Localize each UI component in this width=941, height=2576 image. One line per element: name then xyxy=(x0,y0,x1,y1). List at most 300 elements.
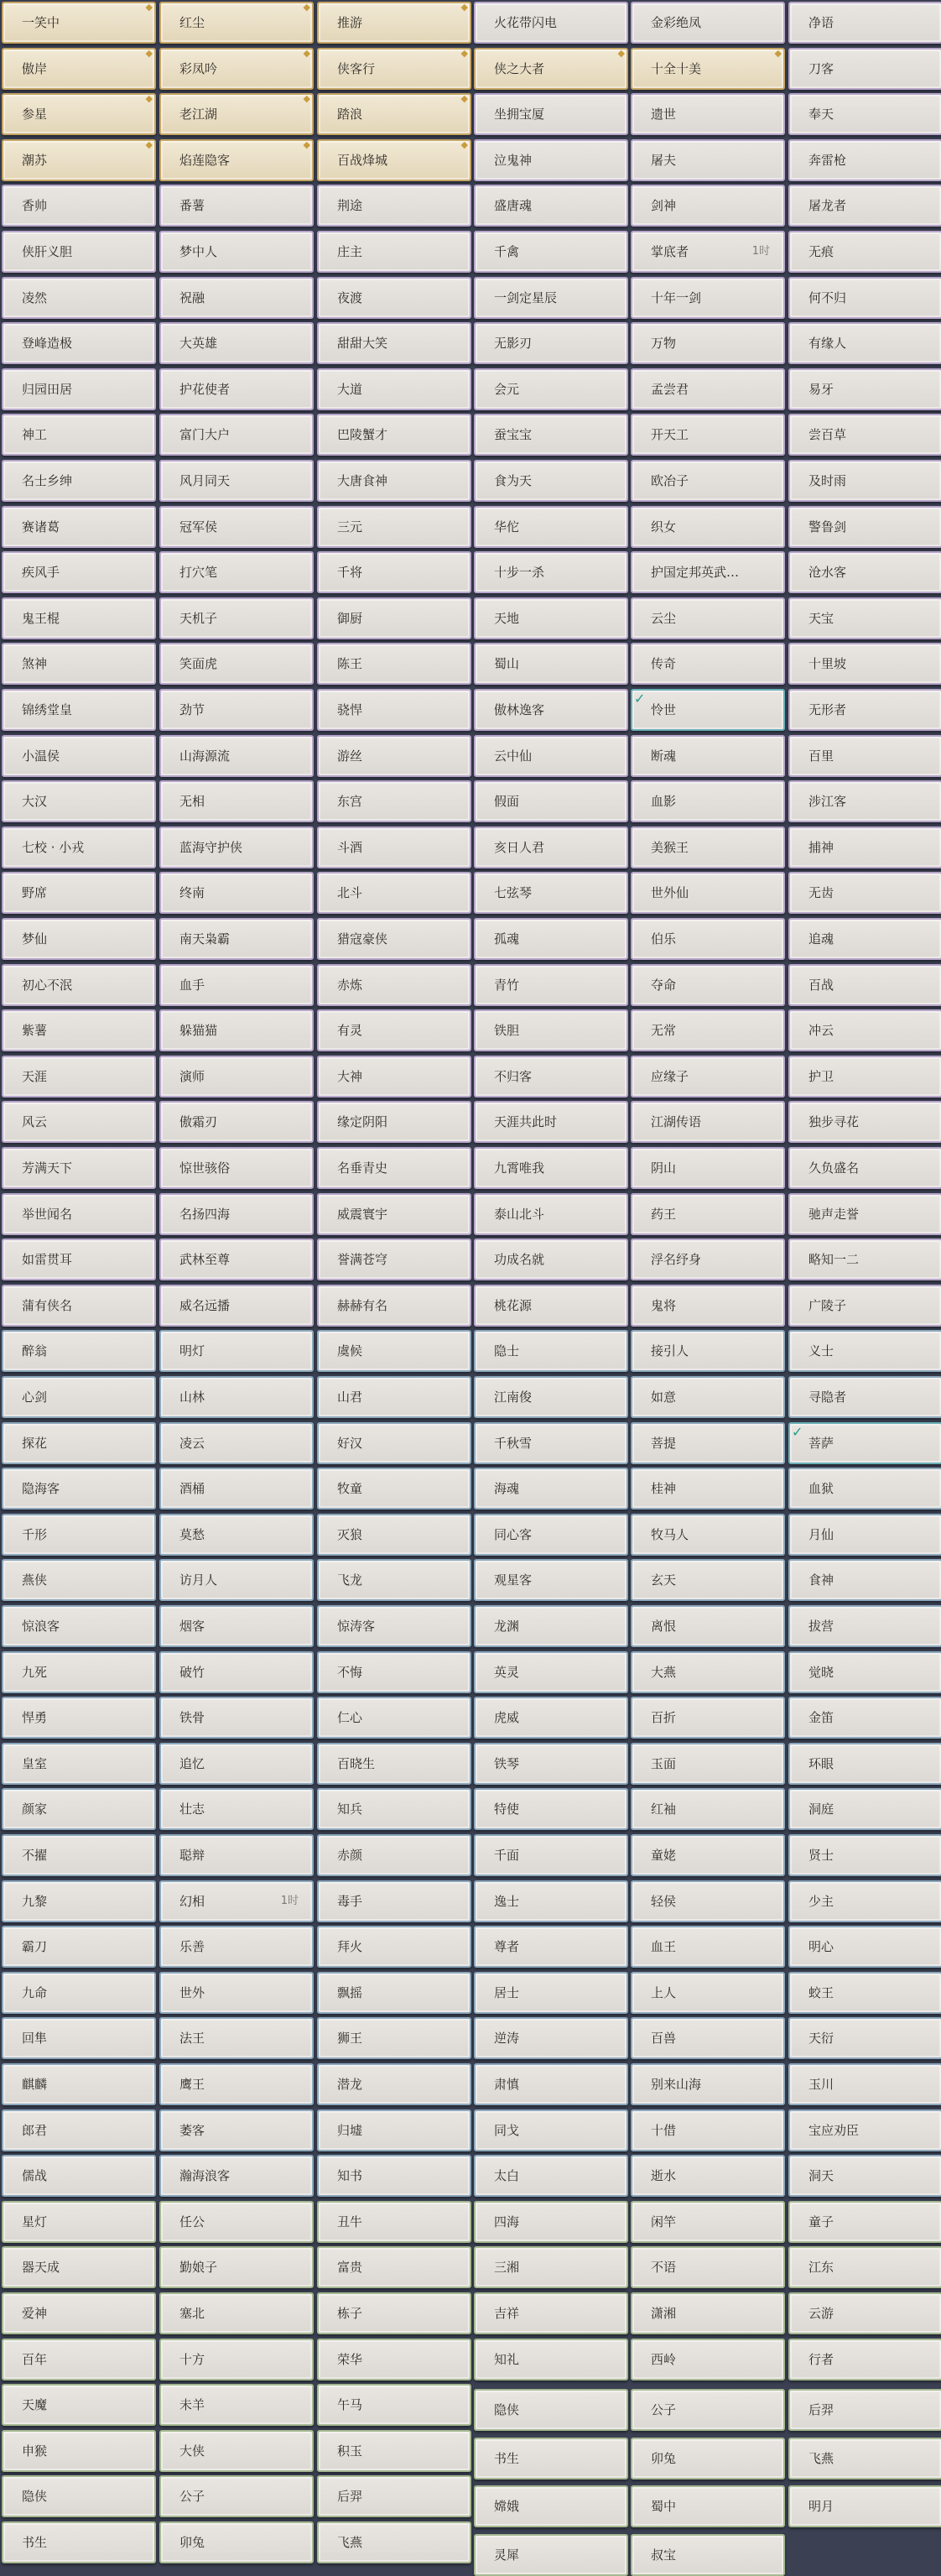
title-cell[interactable] xyxy=(159,2,314,44)
title-cell[interactable] xyxy=(631,2292,785,2334)
title-cell[interactable] xyxy=(317,1605,471,1647)
title-cell[interactable] xyxy=(631,1972,785,2014)
title-cell[interactable] xyxy=(788,1009,941,1051)
title-cell[interactable] xyxy=(631,964,785,1006)
title-cell[interactable] xyxy=(631,2109,785,2151)
title-cell[interactable] xyxy=(788,689,941,731)
title-cell[interactable] xyxy=(159,2246,314,2288)
title-cell[interactable] xyxy=(788,2438,941,2480)
title-cell[interactable] xyxy=(788,1101,941,1143)
title-cell[interactable] xyxy=(474,2063,628,2105)
title-cell[interactable] xyxy=(788,322,941,364)
title-cell[interactable] xyxy=(631,1056,785,1098)
title-cell[interactable] xyxy=(317,48,471,90)
title-cell[interactable] xyxy=(317,277,471,319)
title-cell[interactable] xyxy=(2,2,156,44)
title-cell[interactable] xyxy=(788,1147,941,1189)
title-cell[interactable] xyxy=(474,1285,628,1327)
title-cell[interactable] xyxy=(159,2201,314,2243)
title-cell[interactable] xyxy=(788,643,941,685)
title-cell[interactable] xyxy=(474,460,628,502)
title-cell[interactable] xyxy=(788,1605,941,1647)
title-cell[interactable] xyxy=(2,1376,156,1418)
title-cell[interactable] xyxy=(474,918,628,960)
title-cell[interactable] xyxy=(317,1101,471,1143)
title-cell[interactable] xyxy=(474,551,628,593)
title-cell[interactable] xyxy=(788,735,941,777)
title-cell[interactable] xyxy=(631,597,785,639)
title-cell[interactable] xyxy=(2,2430,156,2472)
title-cell[interactable] xyxy=(317,2292,471,2334)
title-cell[interactable] xyxy=(2,1926,156,1968)
title-cell[interactable] xyxy=(159,2292,314,2334)
title-cell[interactable] xyxy=(788,2063,941,2105)
title-cell[interactable] xyxy=(631,2,785,44)
title-cell[interactable] xyxy=(317,185,471,227)
title-cell[interactable] xyxy=(317,1880,471,1922)
title-cell[interactable] xyxy=(474,139,628,181)
title-cell[interactable] xyxy=(631,2389,785,2431)
title-cell[interactable] xyxy=(2,2384,156,2426)
title-cell[interactable] xyxy=(2,185,156,227)
title-cell[interactable] xyxy=(631,1559,785,1601)
title-cell[interactable] xyxy=(788,1193,941,1235)
title-cell[interactable] xyxy=(159,1926,314,1968)
title-cell[interactable] xyxy=(631,735,785,777)
title-cell[interactable] xyxy=(631,643,785,685)
title-cell[interactable] xyxy=(317,2109,471,2151)
title-cell[interactable] xyxy=(631,1238,785,1280)
title-cell[interactable] xyxy=(631,1651,785,1693)
title-cell[interactable] xyxy=(788,1788,941,1830)
title-cell[interactable] xyxy=(474,2485,628,2527)
title-cell[interactable] xyxy=(788,277,941,319)
title-cell[interactable] xyxy=(2,1651,156,1693)
title-cell[interactable] xyxy=(317,2017,471,2059)
title-cell[interactable] xyxy=(317,1009,471,1051)
title-cell[interactable] xyxy=(631,2155,785,2197)
title-cell[interactable] xyxy=(631,918,785,960)
title-cell[interactable] xyxy=(788,2339,941,2380)
title-cell[interactable] xyxy=(474,780,628,822)
title-cell[interactable] xyxy=(631,1147,785,1189)
title-cell[interactable] xyxy=(631,1605,785,1647)
title-cell[interactable] xyxy=(2,2339,156,2380)
title-cell[interactable] xyxy=(788,2,941,44)
title-cell[interactable] xyxy=(2,872,156,914)
title-cell[interactable] xyxy=(159,2339,314,2380)
title-cell[interactable] xyxy=(317,1788,471,1830)
title-cell[interactable] xyxy=(474,1788,628,1830)
title-cell[interactable] xyxy=(788,185,941,227)
title-cell[interactable] xyxy=(2,2063,156,2105)
title-cell[interactable] xyxy=(631,368,785,410)
title-cell[interactable] xyxy=(631,2339,785,2380)
title-cell[interactable] xyxy=(474,1651,628,1693)
title-cell[interactable] xyxy=(2,1743,156,1785)
title-cell[interactable] xyxy=(159,1651,314,1693)
title-cell[interactable] xyxy=(317,139,471,181)
title-cell[interactable] xyxy=(631,1788,785,1830)
title-cell[interactable] xyxy=(788,2292,941,2334)
title-cell[interactable] xyxy=(788,2109,941,2151)
title-cell[interactable] xyxy=(317,1422,471,1464)
title-cell[interactable] xyxy=(788,1056,941,1098)
title-cell[interactable] xyxy=(159,1697,314,1739)
title-cell[interactable] xyxy=(631,322,785,364)
title-cell[interactable] xyxy=(2,414,156,456)
title-cell[interactable] xyxy=(317,322,471,364)
title-cell[interactable] xyxy=(474,735,628,777)
title-cell[interactable] xyxy=(159,2017,314,2059)
title-cell[interactable] xyxy=(159,1743,314,1785)
title-cell[interactable] xyxy=(2,1101,156,1143)
title-cell[interactable] xyxy=(159,1330,314,1372)
title-cell[interactable] xyxy=(788,368,941,410)
title-cell[interactable] xyxy=(788,48,941,90)
title-cell[interactable] xyxy=(631,1880,785,1922)
title-cell[interactable] xyxy=(159,2384,314,2426)
title-cell[interactable] xyxy=(159,48,314,90)
title-cell[interactable] xyxy=(788,2201,941,2243)
title-cell[interactable] xyxy=(788,1514,941,1556)
title-cell[interactable] xyxy=(474,48,628,90)
title-cell[interactable] xyxy=(159,1376,314,1418)
title-cell[interactable] xyxy=(474,964,628,1006)
title-cell[interactable] xyxy=(631,2438,785,2480)
title-cell[interactable] xyxy=(159,1101,314,1143)
title-cell[interactable] xyxy=(474,1056,628,1098)
title-cell[interactable] xyxy=(2,1147,156,1189)
title-cell[interactable] xyxy=(788,1697,941,1739)
title-cell[interactable] xyxy=(788,2389,941,2431)
title-cell[interactable] xyxy=(2,1056,156,1098)
title-cell[interactable] xyxy=(474,1009,628,1051)
title-cell[interactable] xyxy=(631,1101,785,1143)
title-cell[interactable] xyxy=(788,597,941,639)
title-cell[interactable] xyxy=(2,597,156,639)
title-cell[interactable] xyxy=(159,918,314,960)
title-cell[interactable] xyxy=(159,1468,314,1510)
title-cell[interactable] xyxy=(474,1101,628,1143)
title-cell[interactable] xyxy=(474,643,628,685)
title-cell[interactable] xyxy=(631,827,785,868)
title-cell[interactable] xyxy=(788,1422,941,1464)
title-cell[interactable] xyxy=(2,277,156,319)
title-cell[interactable] xyxy=(317,231,471,273)
title-cell[interactable] xyxy=(631,1285,785,1327)
title-cell[interactable] xyxy=(159,506,314,548)
title-cell[interactable] xyxy=(474,2339,628,2380)
title-cell[interactable] xyxy=(631,1009,785,1051)
title-cell[interactable] xyxy=(788,2017,941,2059)
title-cell[interactable] xyxy=(2,2017,156,2059)
title-cell[interactable] xyxy=(631,277,785,319)
title-cell[interactable] xyxy=(159,551,314,593)
title-cell[interactable] xyxy=(159,1514,314,1556)
title-cell[interactable] xyxy=(631,460,785,502)
title-cell[interactable] xyxy=(159,414,314,456)
title-cell[interactable] xyxy=(159,460,314,502)
title-cell[interactable] xyxy=(2,2155,156,2197)
title-cell[interactable] xyxy=(474,2109,628,2151)
title-cell[interactable] xyxy=(788,918,941,960)
title-cell[interactable] xyxy=(2,2201,156,2243)
title-cell[interactable] xyxy=(317,2384,471,2426)
title-cell[interactable] xyxy=(159,1193,314,1235)
title-cell[interactable] xyxy=(317,506,471,548)
title-cell[interactable] xyxy=(2,964,156,1006)
title-cell[interactable] xyxy=(788,1285,941,1327)
title-cell[interactable] xyxy=(317,2155,471,2197)
title-cell[interactable] xyxy=(2,2109,156,2151)
title-cell[interactable] xyxy=(2,1972,156,2014)
title-cell[interactable] xyxy=(317,1559,471,1601)
title-cell[interactable] xyxy=(159,231,314,273)
title-cell[interactable] xyxy=(317,689,471,731)
title-cell[interactable] xyxy=(159,1880,314,1922)
title-cell[interactable] xyxy=(631,1926,785,1968)
title-cell[interactable] xyxy=(474,2438,628,2480)
title-cell[interactable] xyxy=(317,2063,471,2105)
title-cell[interactable] xyxy=(631,689,785,731)
title-cell[interactable] xyxy=(317,643,471,685)
title-cell[interactable] xyxy=(788,1926,941,1968)
title-cell[interactable] xyxy=(159,964,314,1006)
title-cell[interactable] xyxy=(317,2475,471,2517)
title-cell[interactable] xyxy=(788,872,941,914)
title-cell[interactable] xyxy=(2,368,156,410)
title-cell[interactable] xyxy=(317,2201,471,2243)
title-cell[interactable] xyxy=(631,139,785,181)
title-cell[interactable] xyxy=(159,1788,314,1830)
title-cell[interactable] xyxy=(631,1422,785,1464)
title-cell[interactable] xyxy=(631,414,785,456)
title-cell[interactable] xyxy=(631,1193,785,1235)
title-cell[interactable] xyxy=(2,689,156,731)
title-cell[interactable] xyxy=(2,827,156,868)
title-cell[interactable] xyxy=(631,2063,785,2105)
title-cell[interactable] xyxy=(631,2246,785,2288)
title-cell[interactable] xyxy=(474,1422,628,1464)
title-cell[interactable] xyxy=(159,277,314,319)
title-cell[interactable] xyxy=(474,1605,628,1647)
title-cell[interactable] xyxy=(631,2201,785,2243)
title-cell[interactable] xyxy=(317,1697,471,1739)
title-cell[interactable] xyxy=(317,1147,471,1189)
title-cell[interactable] xyxy=(474,1514,628,1556)
title-cell[interactable] xyxy=(159,1147,314,1189)
title-cell[interactable] xyxy=(159,1285,314,1327)
title-cell[interactable] xyxy=(631,2017,785,2059)
title-cell[interactable] xyxy=(317,964,471,1006)
title-cell[interactable] xyxy=(317,735,471,777)
title-cell[interactable] xyxy=(317,2339,471,2380)
title-cell[interactable] xyxy=(788,1238,941,1280)
title-cell[interactable] xyxy=(317,1651,471,1693)
title-cell[interactable] xyxy=(788,827,941,868)
title-cell[interactable] xyxy=(2,1697,156,1739)
title-cell[interactable] xyxy=(2,643,156,685)
title-cell[interactable] xyxy=(2,1468,156,1510)
title-cell[interactable] xyxy=(788,460,941,502)
title-cell[interactable] xyxy=(159,689,314,731)
title-cell[interactable] xyxy=(2,1514,156,1556)
title-cell[interactable] xyxy=(631,551,785,593)
title-cell[interactable] xyxy=(2,1880,156,1922)
title-cell[interactable] xyxy=(631,1834,785,1876)
title-cell[interactable] xyxy=(474,872,628,914)
title-cell[interactable] xyxy=(317,918,471,960)
title-cell[interactable] xyxy=(317,1926,471,1968)
title-cell[interactable] xyxy=(788,93,941,135)
title-cell[interactable] xyxy=(159,2430,314,2472)
title-cell[interactable] xyxy=(317,872,471,914)
title-cell[interactable] xyxy=(788,1651,941,1693)
title-cell[interactable] xyxy=(317,2430,471,2472)
title-cell[interactable] xyxy=(788,964,941,1006)
title-cell[interactable] xyxy=(474,1559,628,1601)
title-cell[interactable] xyxy=(317,780,471,822)
title-cell[interactable] xyxy=(2,2292,156,2334)
title-cell[interactable] xyxy=(788,139,941,181)
title-cell[interactable] xyxy=(2,322,156,364)
title-cell[interactable] xyxy=(631,231,785,273)
title-cell[interactable] xyxy=(159,1605,314,1647)
title-cell[interactable] xyxy=(159,322,314,364)
title-cell[interactable] xyxy=(317,1834,471,1876)
title-cell[interactable] xyxy=(788,2246,941,2288)
title-cell[interactable] xyxy=(317,93,471,135)
title-cell[interactable] xyxy=(631,1743,785,1785)
title-cell[interactable] xyxy=(474,1193,628,1235)
title-cell[interactable] xyxy=(159,368,314,410)
title-cell[interactable] xyxy=(159,2475,314,2517)
title-cell[interactable] xyxy=(2,460,156,502)
title-cell[interactable] xyxy=(788,551,941,593)
title-cell[interactable] xyxy=(2,918,156,960)
title-cell[interactable] xyxy=(788,1972,941,2014)
title-cell[interactable] xyxy=(474,2201,628,2243)
title-cell[interactable] xyxy=(474,2389,628,2431)
title-cell[interactable] xyxy=(317,1285,471,1327)
title-cell[interactable] xyxy=(2,780,156,822)
title-cell[interactable] xyxy=(159,2521,314,2563)
title-cell[interactable] xyxy=(631,1514,785,1556)
title-cell[interactable] xyxy=(474,2017,628,2059)
title-cell[interactable] xyxy=(474,1376,628,1418)
title-cell[interactable] xyxy=(2,1788,156,1830)
title-cell[interactable] xyxy=(317,1056,471,1098)
title-cell[interactable] xyxy=(474,2155,628,2197)
title-cell[interactable] xyxy=(159,872,314,914)
title-cell[interactable] xyxy=(474,1834,628,1876)
title-cell[interactable] xyxy=(474,2534,628,2576)
title-cell[interactable] xyxy=(631,1330,785,1372)
title-cell[interactable] xyxy=(2,139,156,181)
title-cell[interactable] xyxy=(317,1468,471,1510)
title-cell[interactable] xyxy=(474,1926,628,1968)
title-cell[interactable] xyxy=(2,1422,156,1464)
title-cell[interactable] xyxy=(159,185,314,227)
title-cell[interactable] xyxy=(317,1238,471,1280)
title-cell[interactable] xyxy=(474,414,628,456)
title-cell[interactable] xyxy=(159,93,314,135)
title-cell[interactable] xyxy=(317,2521,471,2563)
title-cell[interactable] xyxy=(788,1468,941,1510)
title-cell[interactable] xyxy=(317,551,471,593)
title-cell[interactable] xyxy=(788,1330,941,1372)
title-cell[interactable] xyxy=(2,1009,156,1051)
title-cell[interactable] xyxy=(2,93,156,135)
title-cell[interactable] xyxy=(788,1880,941,1922)
title-cell[interactable] xyxy=(788,1376,941,1418)
title-cell[interactable] xyxy=(159,735,314,777)
title-cell[interactable] xyxy=(474,368,628,410)
title-cell[interactable] xyxy=(2,506,156,548)
title-cell[interactable] xyxy=(317,414,471,456)
title-cell[interactable] xyxy=(631,872,785,914)
title-cell[interactable] xyxy=(474,93,628,135)
title-cell[interactable] xyxy=(2,1285,156,1327)
title-cell[interactable] xyxy=(317,368,471,410)
title-cell[interactable] xyxy=(631,2485,785,2527)
title-cell[interactable] xyxy=(631,1697,785,1739)
title-cell[interactable] xyxy=(2,735,156,777)
title-cell[interactable] xyxy=(474,1468,628,1510)
title-cell[interactable] xyxy=(159,1559,314,1601)
title-cell[interactable] xyxy=(2,1193,156,1235)
title-cell[interactable] xyxy=(474,322,628,364)
title-cell[interactable] xyxy=(788,2155,941,2197)
title-cell[interactable] xyxy=(788,1834,941,1876)
title-cell[interactable] xyxy=(2,551,156,593)
title-cell[interactable] xyxy=(159,1009,314,1051)
title-cell[interactable] xyxy=(474,2,628,44)
title-cell[interactable] xyxy=(317,2,471,44)
title-cell[interactable] xyxy=(317,1972,471,2014)
title-cell[interactable] xyxy=(2,231,156,273)
title-cell[interactable] xyxy=(159,827,314,868)
title-cell[interactable] xyxy=(159,1422,314,1464)
title-cell[interactable] xyxy=(2,1834,156,1876)
title-cell[interactable] xyxy=(474,1330,628,1372)
title-cell[interactable] xyxy=(474,689,628,731)
title-cell[interactable] xyxy=(474,277,628,319)
title-cell[interactable] xyxy=(474,1697,628,1739)
title-cell[interactable] xyxy=(317,2246,471,2288)
title-cell[interactable] xyxy=(317,1330,471,1372)
title-cell[interactable] xyxy=(474,506,628,548)
title-cell[interactable] xyxy=(474,1238,628,1280)
title-cell[interactable] xyxy=(474,185,628,227)
title-cell[interactable] xyxy=(2,2521,156,2563)
title-cell[interactable] xyxy=(317,1376,471,1418)
title-cell[interactable] xyxy=(631,48,785,90)
title-cell[interactable] xyxy=(159,597,314,639)
title-cell[interactable] xyxy=(2,48,156,90)
title-cell[interactable] xyxy=(474,1880,628,1922)
title-cell[interactable] xyxy=(159,139,314,181)
title-cell[interactable] xyxy=(159,2155,314,2197)
title-cell[interactable] xyxy=(2,2246,156,2288)
title-cell[interactable] xyxy=(317,1514,471,1556)
title-cell[interactable] xyxy=(2,2475,156,2517)
title-cell[interactable] xyxy=(159,2063,314,2105)
title-cell[interactable] xyxy=(159,1972,314,2014)
title-cell[interactable] xyxy=(474,827,628,868)
title-cell[interactable] xyxy=(788,506,941,548)
